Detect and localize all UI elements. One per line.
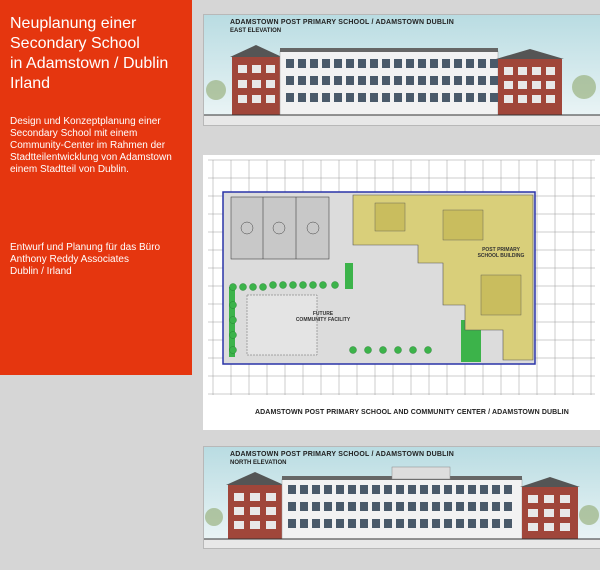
site-plan-image [203,155,600,430]
site-plan-caption: ADAMSTOWN POST PRIMARY SCHOOL AND COMMUNITY CENTER / ADAMSTOWN DUBLIN [255,409,569,416]
desc-line-3: Community-Center im Rahmen der [10,140,166,151]
project-credit [10,242,182,278]
building-label-line-1: POST PRIMARY [482,247,520,253]
credit-line-3: Dublin / Irland [10,266,72,277]
east-elevation-subtitle: EAST ELEVATION [230,28,282,34]
school-building-label [471,247,531,259]
future-facility-label [293,311,353,323]
desc-line-1: Design und Konzeptplanung einer [10,116,161,127]
north-elevation-image [203,446,600,549]
desc-line-2: Secondary School mit einem [10,128,138,139]
future-label-line-2: COMMUNITY FACILITY [295,317,351,323]
desc-line-5: einem Stadtteil von Dublin. [10,164,129,175]
credit-line-2: Anthony Reddy Associates [10,254,129,265]
future-label-line-1: FUTURE [312,311,334,317]
east-elevation-title: ADAMSTOWN POST PRIMARY SCHOOL / ADAMSTOWN DUBLIN [230,19,455,26]
desc-line-4: Stadtteilentwicklung von Adamstown [10,152,172,163]
title-line-4: Irland [10,75,51,92]
project-description [10,116,182,176]
title-line-2: Secondary School [10,35,140,52]
title-line-1: Neuplanung einer [10,15,137,32]
project-title [10,14,182,94]
north-elevation-subtitle: NORTH ELEVATION [230,460,287,466]
info-panel [0,0,192,375]
east-elevation-image [203,14,600,126]
north-elevation-title: ADAMSTOWN POST PRIMARY SCHOOL / ADAMSTOWN DUBLIN [230,451,455,458]
site-plan-drawing [203,155,600,430]
credit-line-1: Entwurf und Planung für das Büro [10,242,161,253]
building-label-line-2: SCHOOL BUILDING [477,253,525,259]
title-line-3: in Adamstown / Dublin [10,55,169,72]
